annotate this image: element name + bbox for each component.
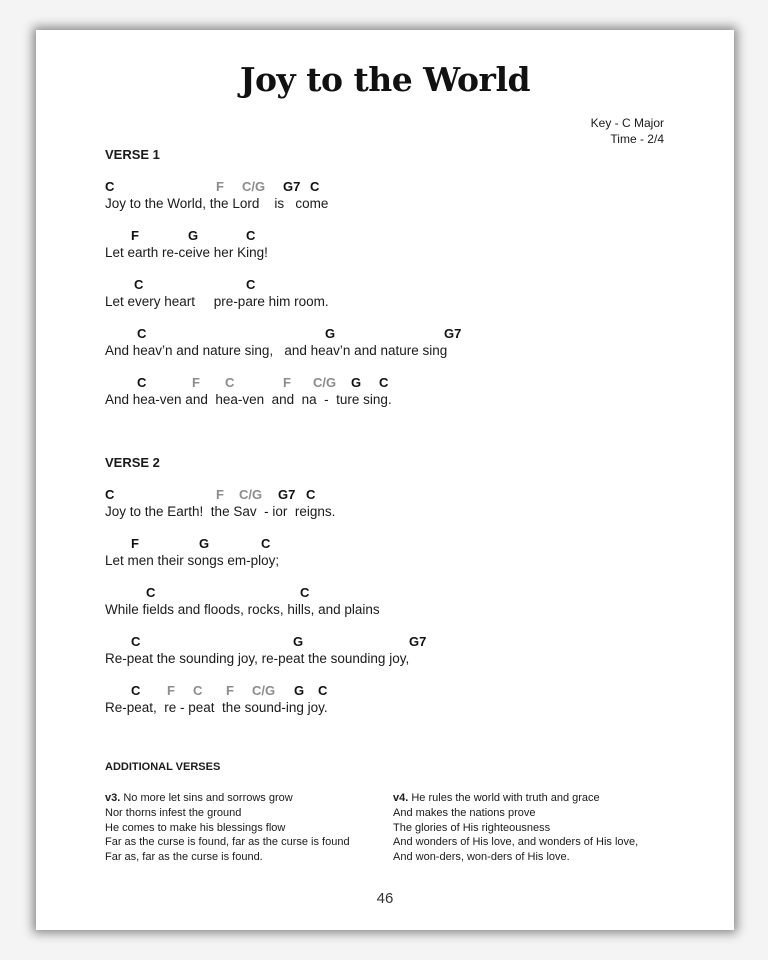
chord-line <box>105 634 705 650</box>
chord: C <box>261 536 271 551</box>
passing-chord: C <box>225 375 235 390</box>
chord: C <box>379 375 389 390</box>
chord-line <box>105 683 705 699</box>
chord: G <box>188 228 199 243</box>
lyric-line: Let every heart pre-pare him room. <box>105 294 329 309</box>
verse-3-first-line: v3. No more let sins and sorrows grow <box>105 792 293 804</box>
passing-chord: C/G <box>239 487 263 502</box>
chord-line <box>105 277 705 293</box>
lyric-line: While fields and floods, rocks, hills, and plains <box>105 602 380 617</box>
song-title: Joy to the World <box>239 60 531 99</box>
chord: C <box>137 326 147 341</box>
passing-chord: F <box>216 487 224 502</box>
chord: C <box>246 228 256 243</box>
lyric-line: Joy to the Earth! the Sav - ior reigns. <box>105 504 336 519</box>
passing-chord: F <box>167 683 175 698</box>
chord: C <box>134 277 144 292</box>
key-label: Key - C Major <box>590 116 664 130</box>
chord: F <box>131 228 139 243</box>
chord: C <box>300 585 310 600</box>
passing-chord: F <box>216 179 224 194</box>
chord: C <box>306 487 316 502</box>
verse-heading: VERSE 2 <box>105 455 160 470</box>
passing-chord: F <box>192 375 200 390</box>
verse-4-first-line: v4. He rules the world with truth and grace <box>393 792 600 804</box>
chord: G7 <box>278 487 296 502</box>
lyric-line: Let men their songs em-ploy; <box>105 553 280 568</box>
passing-chord: F <box>226 683 234 698</box>
lyric-line: And heav’n and nature sing, and heav’n and nature sing <box>105 343 448 358</box>
chord-line <box>105 228 705 244</box>
chord: G <box>351 375 362 390</box>
chord: C <box>105 487 115 502</box>
lyric-line: Joy to the World, the Lord is come <box>105 196 329 211</box>
verse-3-block <box>105 791 350 865</box>
verse-3-line: Nor thorns infest the ground <box>105 806 242 819</box>
passing-chord: C <box>193 683 203 698</box>
chord-line <box>105 487 705 503</box>
songbook-page <box>36 30 734 930</box>
chord: G7 <box>444 326 462 341</box>
verse-4-line: And makes the nations prove <box>393 806 536 819</box>
chord: F <box>131 536 139 551</box>
passing-chord: C/G <box>252 683 276 698</box>
chord-line <box>105 536 705 552</box>
chord: G <box>293 634 304 649</box>
chord: G7 <box>409 634 427 649</box>
chord: C <box>246 277 256 292</box>
chord: C <box>105 179 115 194</box>
song-meta <box>591 115 664 147</box>
chord: G <box>199 536 210 551</box>
verse-3-line: He comes to make his blessings flow <box>105 821 286 834</box>
chord: C <box>137 375 147 390</box>
chord: C <box>310 179 320 194</box>
chord: C <box>146 585 156 600</box>
chord: C <box>131 683 141 698</box>
additional-verses-heading: ADDITIONAL VERSES <box>105 761 221 773</box>
verse-4-block <box>393 791 638 865</box>
verse-4-line: And won-ders, won-ders of His love. <box>393 851 570 864</box>
chord-line <box>105 585 705 601</box>
verse-3-line: Far as, far as the curse is found. <box>105 851 263 864</box>
chord-line <box>105 326 705 342</box>
verse-4-line: The glories of His righteousness <box>393 821 551 834</box>
chord: G7 <box>283 179 301 194</box>
chord: C <box>131 634 141 649</box>
lyric-line: Re-peat, re - peat the sound-ing joy. <box>105 700 328 715</box>
lyric-line: And hea-ven and hea-ven and na - ture sing. <box>105 392 392 407</box>
verse-3-label: v3. <box>105 792 121 804</box>
verse-4-label: v4. <box>393 792 409 804</box>
passing-chord: C/G <box>242 179 266 194</box>
passing-chord: C/G <box>313 375 337 390</box>
passing-chord: F <box>283 375 291 390</box>
chord: G <box>294 683 305 698</box>
verse-4-line: And wonders of His love, and wonders of His love, <box>393 836 639 849</box>
chord-line <box>105 375 705 391</box>
chord-line <box>105 179 705 195</box>
chord: G <box>325 326 336 341</box>
chord: C <box>318 683 328 698</box>
verse-3-line: Far as the curse is found, far as the curse is found <box>105 836 350 849</box>
page-number: 46 <box>376 890 394 907</box>
lyric-line: Let earth re-ceive her King! <box>105 245 268 260</box>
verse-heading: VERSE 1 <box>105 147 160 162</box>
lyric-line: Re-peat the sounding joy, re-peat the sounding joy, <box>105 651 410 666</box>
time-signature-label: Time - 2/4 <box>610 132 664 146</box>
